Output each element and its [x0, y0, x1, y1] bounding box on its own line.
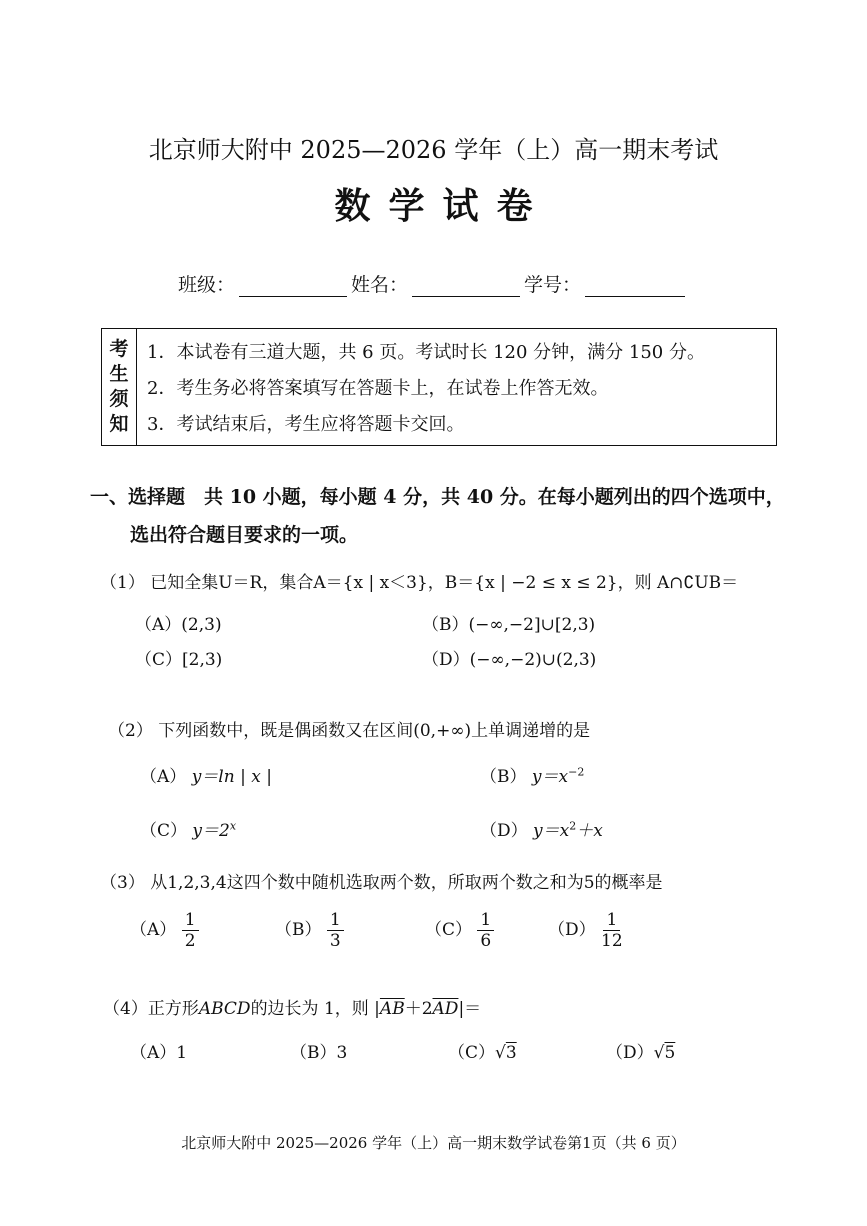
- question-number: （3）: [100, 873, 145, 893]
- option-label: （B）: [275, 920, 322, 940]
- question-4: [103, 994, 481, 1019]
- numerator: 1: [327, 910, 344, 931]
- exam-notice-box: [101, 328, 777, 446]
- q3-option-d: [548, 910, 623, 951]
- numerator: 1: [603, 910, 620, 931]
- notice-head-char: 生: [109, 363, 129, 385]
- numerator: 1: [182, 910, 199, 931]
- vector-ad: $\overline{AD}$: [432, 999, 459, 1019]
- question-number: （1）: [100, 573, 145, 593]
- question-stem: 从1,2,3,4这四个数中随机选取两个数，所取两个数之和为5的概率是: [150, 873, 663, 893]
- subject-title: 数学试卷: [334, 185, 551, 227]
- question-stem: 的边长为 1，则 |: [250, 999, 380, 1019]
- option-expression: y＝2: [192, 821, 230, 841]
- q4-option-c: [448, 1038, 517, 1063]
- denominator: 12: [601, 931, 623, 951]
- q4-option-d: [606, 1038, 675, 1063]
- exponent: −2: [568, 765, 585, 779]
- vector-ab: $\overline{AB}$: [379, 999, 405, 1019]
- name-label: 姓名：: [351, 274, 409, 296]
- question-number: （2）: [108, 721, 153, 741]
- question-stem: ABCD: [198, 999, 251, 1019]
- class-label: 班级：: [178, 274, 236, 296]
- q1-option-c: （C）[2,3): [135, 650, 223, 670]
- question-3: [100, 868, 663, 893]
- notice-head-char: 知: [109, 413, 129, 435]
- denominator: 3: [329, 931, 341, 951]
- school-title: 北京师大附中 2025—2026 学年（上）高一期末考试: [148, 136, 719, 164]
- question-stem: 正方形: [147, 999, 199, 1019]
- fraction: [477, 910, 494, 951]
- q2-option-d: [480, 816, 603, 841]
- question-1: [100, 568, 738, 593]
- notice-items: [137, 329, 776, 445]
- fraction: [182, 910, 199, 951]
- denominator: 6: [480, 931, 492, 951]
- section-heading-line2: 选出符合题目要求的一项。: [130, 524, 359, 546]
- q1-option-d: （D）(−∞,−2)∪(2,3): [422, 650, 597, 670]
- question-stem: ＋2: [404, 999, 433, 1019]
- option-label: （C）: [448, 1043, 496, 1063]
- option-label: （C）: [425, 920, 473, 940]
- student-info-line: [178, 270, 689, 297]
- question-number: （4）: [103, 999, 148, 1019]
- option-label: （D）: [548, 920, 596, 940]
- radicand: 3: [505, 1043, 517, 1063]
- exponent: x: [229, 819, 237, 833]
- page-footer: 北京师大附中 2025—2026 学年（上）高一期末数学试卷第1页（共 6 页）: [181, 1134, 686, 1152]
- q3-option-b: [275, 910, 344, 951]
- id-label: 学号：: [524, 274, 582, 296]
- notice-heading: [102, 329, 137, 445]
- option-expression: y＝ln | x |: [191, 767, 272, 787]
- notice-item: 2．考生务必将答案填写在答题卡上，在试卷上作答无效。: [147, 378, 609, 399]
- q4-option-b: （B）3: [290, 1043, 348, 1063]
- option-label: （B）: [480, 767, 527, 787]
- name-blank: [412, 274, 520, 297]
- option-label: （D）: [480, 821, 528, 841]
- option-label: （A）: [140, 767, 187, 787]
- notice-item: 3．考试结束后，考生应将答题卡交回。: [147, 414, 465, 435]
- exponent: 2: [569, 819, 577, 833]
- question-2: [108, 716, 590, 741]
- fraction: [327, 910, 344, 951]
- sqrt-icon: √: [495, 1043, 506, 1063]
- q2-option-c: [140, 816, 236, 841]
- denominator: 2: [184, 931, 196, 951]
- notice-head-char: 须: [109, 388, 129, 410]
- id-blank: [585, 274, 685, 297]
- option-label: （D）: [606, 1043, 654, 1063]
- question-stem: 下列函数中，既是偶函数又在区间(0,+∞)上单调递增的是: [158, 721, 591, 741]
- notice-head-char: 考: [109, 338, 129, 360]
- class-blank: [239, 274, 347, 297]
- option-label: （A）: [130, 920, 177, 940]
- q1-option-a: （A）(2,3): [135, 615, 222, 635]
- question-stem: 已知全集U＝R，集合A＝{x | x＜3}，B＝{x | −2 ≤ x ≤ 2}，则 A∩∁UB＝: [150, 573, 739, 593]
- option-expression: ＋x: [576, 821, 603, 841]
- q1-option-b: （B）(−∞,−2]∪[2,3): [422, 615, 596, 635]
- question-stem: |＝: [458, 999, 482, 1019]
- section-heading-line1: 一、选择题 共 10 小题，每小题 4 分，共 40 分。在每小题列出的四个选项中，: [90, 486, 785, 508]
- q3-option-a: [130, 910, 199, 951]
- notice-item: 1．本试卷有三道大题，共 6 页。考试时长 120 分钟，满分 150 分。: [147, 342, 705, 363]
- radicand: 5: [664, 1043, 676, 1063]
- q4-option-a: （A）1: [130, 1043, 188, 1063]
- q2-option-b: [480, 762, 584, 787]
- option-expression: y＝x: [531, 767, 569, 787]
- option-label: （C）: [140, 821, 188, 841]
- option-expression: y＝x: [533, 821, 570, 841]
- fraction: [601, 910, 623, 951]
- numerator: 1: [477, 910, 494, 931]
- q2-option-a: [140, 762, 272, 787]
- q3-option-c: [425, 910, 494, 951]
- sqrt-icon: √: [653, 1043, 665, 1063]
